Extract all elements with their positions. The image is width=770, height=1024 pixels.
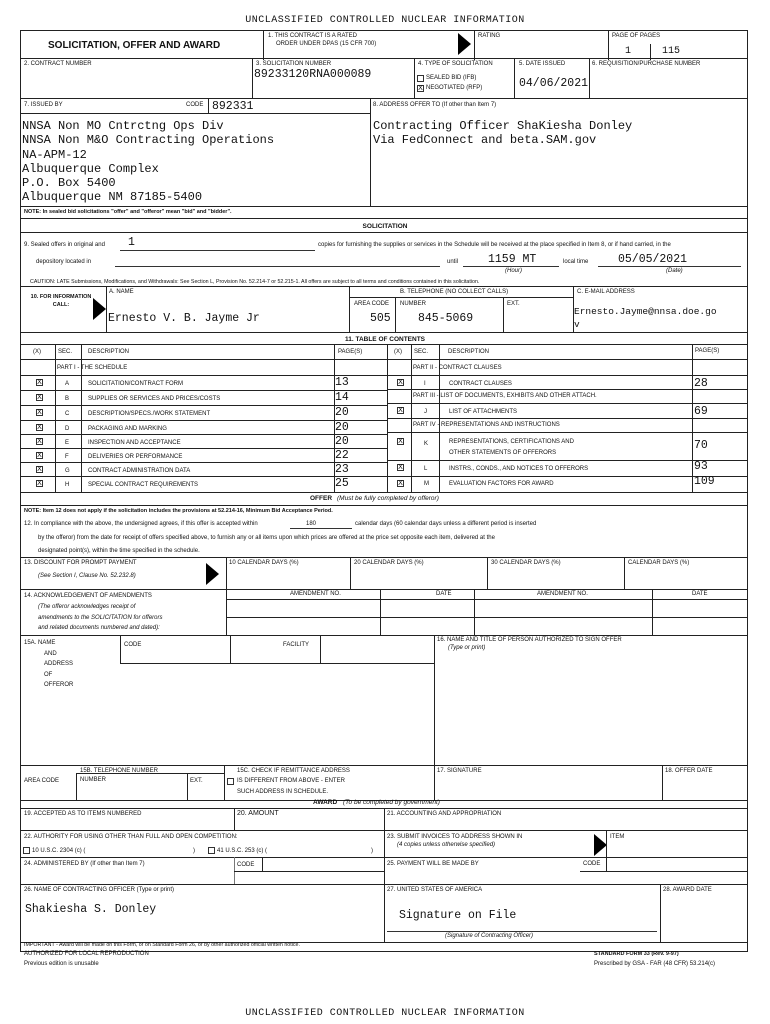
toc-sec: B <box>65 396 70 402</box>
offeror-name-label: 15A. NAME AND ADDRESS OF OFFEROR <box>24 640 74 688</box>
discount-arrow-icon <box>206 563 219 585</box>
form-title: SOLICITATION, OFFER AND AWARD <box>48 40 221 51</box>
address-offer-to: Contracting Officer ShaKiesha Donley Via FedConnect and beta.SAM.gov <box>373 119 633 148</box>
toc-page: 22 <box>335 449 349 462</box>
signature-on-file: Signature on File <box>399 909 517 922</box>
toc-page: 14 <box>335 391 349 404</box>
rating-label: RATING <box>478 33 501 39</box>
toc-checkbox-k: X <box>398 438 403 445</box>
closing-time: 1159 MT <box>488 253 537 266</box>
sealed-bid-checkbox[interactable] <box>417 75 424 82</box>
classification-banner-bottom: UNCLASSIFIED CONTROLLED NUCLEAR INFORMATION <box>245 1008 525 1019</box>
classification-banner-top: UNCLASSIFIED CONTROLLED NUCLEAR INFORMATION <box>245 15 525 26</box>
toc-checkbox-a: X <box>37 379 42 386</box>
toc-description: PACKAGING AND MARKING <box>88 426 167 432</box>
toc-checkbox-l: X <box>398 464 403 471</box>
toc-checkbox-f: X <box>37 452 42 459</box>
info-call-label: 10. FOR INFORMATION CALL: <box>30 294 92 308</box>
toc-checkbox-m: X <box>398 480 403 487</box>
info-arrow-icon <box>93 298 106 320</box>
toc-sec: F <box>65 454 69 460</box>
area-code: 505 <box>370 312 391 325</box>
usc-253-checkbox[interactable] <box>208 847 215 854</box>
toc-page: 20 <box>335 406 349 419</box>
toc-sec: A <box>65 381 70 387</box>
page-total: 115 <box>662 46 681 57</box>
toc-description: CONTRACT ADMINISTRATION DATA <box>88 468 191 474</box>
toc-checkbox-c: X <box>37 409 42 416</box>
toc-checkbox-h: X <box>37 480 42 487</box>
info-name: Ernesto V. B. Jayme Jr <box>108 312 260 325</box>
phone-number: 845-5069 <box>418 312 474 325</box>
toc-row-divider <box>20 390 387 391</box>
remittance-checkbox[interactable] <box>227 778 234 785</box>
solicitation-number: 89233120RNA000089 <box>254 68 372 81</box>
toc-row-divider <box>20 462 387 463</box>
solicitation-heading: SOLICITATION <box>362 223 408 230</box>
toc-row-divider <box>20 448 387 449</box>
toc-description: DESCRIPTION/SPECS./WORK STATEMENT <box>88 411 211 417</box>
toc-sec: E <box>65 440 70 446</box>
toc-sec: H <box>65 482 70 488</box>
page-number: 1 <box>625 46 632 57</box>
toc-description: SPECIAL CONTRACT REQUIREMENTS <box>88 482 199 488</box>
form-page: UNCLASSIFIED CONTROLLED NUCLEAR INFORMATION SOLICITATION, OFFER AND AWARD 1. THIS CONTRACT IS A RATED ORDER UNDER DPAS (15 CFR 700) RATING PAGE OF PAGES 1 115 2. CONTRACT NUMBER 3. SOLICITATION NUMBER 89233120RNA000089 4. TYPE OF SOLICITATION SEALED BID (IFB) X NEGOTIATED (RFP) 5. DATE ISSUED 04/06/2021 6. REQUISITION/PURCHASE NUMBER 7. ISSUED BY CODE 892331 8. ADDRESS OFFER TO (If other than Item 7) NNSA Non MO Cntrctng Ops Div NNSA Non M&O Contracting Operations NA-APM-12 Albuquerque Complex P.O. Box 5400 Albuquerque NM 87185-5400 Contracting Officer ShaKiesha Donley Via FedConnect and beta.SAM.gov NOTE: In sealed bid solicitations "offer" and "offeror" mean "bid" and "bidder". SOLICITATION 9. Sealed offers in original and 1 copies for furnishing the supplies or services in the Schedule will be received at the place specified in Item 8, or if hand carried, in the depository located in until 1159 MT local time 05/05/2021 (Hour) (Date) CAUTION: LATE Submissions, Modifications, and Withdrawals: See Section L, Provision No. 52.214-7 or 52.215-1. All offers are subject to all terms and conditions contained in this solicitation. 10. FOR INFORMATION CALL: A. NAME Ernesto V. B. Jayme Jr B. TELEPHONE (NO COLLECT CALLS) AREA CODE 505 NUMBER 845-5069 EXT. C. E-MAIL ADDRESS Ernesto.Jayme@nnsa.doe.go v 11. TABLE OF CONTENTS (X) SEC. DESCRIPTION PAGE(S) (X) SEC. DESCRIPTION PAGE(S) PART I - THE SCHEDULE PART II - CONTRACT CLAUSES X A SOLICITATION/CONTRACT FORM 13 X B SUPPLIES OR SERVICES AND PRICES/COSTS 14 X C DESCRIPTION/SPECS./WORK STATEMENT 20 X D PACKAGING AND MARKING 20 X E INSPECTION AND ACCEPTANCE 20 X F DELIVERIES OR PERFORMANCE 22 X G CONTRACT ADMINISTRATION DATA 23 X H SPECIAL CONTRACT REQUIREMENTS 25 X I CONTRACT CLAUSES 28 PART III - LIST OF DOCUMENTS, EXHIBITS AND OTHER ATTACH. X J LIST OF ATTACHMENTS 69 PART IV - REPRESENTATIONS AND INSTRUCTIONS X K REPRESENTATIONS, CERTIFICATIONS AND OTHER STATEMENTS OF OFFERORS 70 X L INSTRS., CONDS., AND NOTICES TO OFFERORS 93 X M EVALUATION FACTORS FOR AWARD 109 OFFER (Must be fully completed by offeror) NOTE: Item 12 does not apply if the solicitation includes the provisions at 52.214-16, Minimum Bid Acceptance Period. 12. In compliance with the above, the undersigned agrees, if this offer is accepted within 180 calendar days (60 calendar days unless a different period is inserted by the offeror) from the date for receipt of offers specified above, to furnish any or all items upon which prices are offered at the price set opposite each item, delivered at the designated point(s), within the time specified in the schedule. 13. DISCOUNT FOR PROMPT PAYMENT (See Section I, Clause No. 52.232.8) 10 CALENDAR DAYS (%) 20 CALENDAR DAYS (%) 30 CALENDAR DAYS (%) CALENDAR DAYS (%) 14. ACKNOWLEDGEMENT OF AMENDMENTS (The offeror acknowledges receipt of amendments to the SOLICITATION for offerors and related documents numbered and dated): AMENDMENT NO. DATE AMENDMENT NO. DATE 15A. NAME AND ADDRESS OF OFFEROR CODE FACILITY 16. NAME AND TITLE OF PERSON AUTHORIZED TO SIGN OFFER (Type or print) 15B. TELEPHONE NUMBER AREA CODE NUMBER EXT. 15C. CHECK IF REMITTANCE ADDRESS IS DIFFERENT FROM ABOVE - ENTER SUCH ADDRESS IN SCHEDULE. 17. SIGNATURE 18. OFFER DATE AWARD (To be completed by government) 19. ACCEPTED AS TO ITEMS NUMBERED 20. AMOUNT 21. ACCOUNTING AND APPROPRIATION 22. AUTHORITY FOR USING OTHER THAN FULL AND OPEN COMPETITION: 10 U.S.C. 2304 (c) ( ) 41 U.S.C. 253 (c) ( ) 23. SUBMIT INVOICES TO ADDRESS SHOWN IN (4 copies unless otherwise specified) ITEM 24. ADMINISTERED BY (If other than Item 7) CODE 25. PAYMENT WILL BE MADE BY CODE 26. NAME OF CONTRACTING OFFICER (Type or print) Shakiesha S. Donley 27. UNITED STATES OF AMERICA Signature on File (Signature of Contracting Officer) 28. AWARD DATE IMPORTANT - Award will be made on this Form, or on Standard Form 26, or by other authorized official written notice. AUTHORIZED FOR LOCAL REPRODUCTION Previous edition is unusable STANDARD FORM 33 (Rev. 9-97) Prescribed by GSA - FAR (48 CFR) 53.214(c) UNCLASSIFIED CONTROLLED NUCLEAR INFORMATION <box>0 0 770 1024</box>
rated-order-label: 1. THIS CONTRACT IS A RATED <box>268 33 358 39</box>
toc-row-divider <box>20 476 387 477</box>
toc-sec: G <box>65 468 70 474</box>
rating-arrow-icon <box>458 33 471 55</box>
email-address: Ernesto.Jayme@nnsa.doe.go v <box>574 306 717 330</box>
toc-page: 23 <box>335 463 349 476</box>
toc-description: SOLICITATION/CONTRACT FORM <box>88 381 184 387</box>
toc-page: 25 <box>335 477 349 490</box>
toc-page: 20 <box>335 421 349 434</box>
toc-checkbox-j: X <box>398 407 403 414</box>
issued-by-address: NNSA Non MO Cntrctng Ops Div NNSA Non M&O Contracting Operations NA-APM-12 Albuquerque Complex P.O. Box 5400 Albuquerque NM 87185-5400 <box>22 119 275 205</box>
issued-code: 892331 <box>212 100 254 113</box>
toc-checkbox-b: X <box>37 394 42 401</box>
toc-description: INSPECTION AND ACCEPTANCE <box>88 440 181 446</box>
offer-heading: OFFER <box>310 495 333 502</box>
toc-checkbox-i: X <box>398 379 403 386</box>
toc-sec: D <box>65 426 70 432</box>
usc-2304-checkbox[interactable] <box>23 847 30 854</box>
toc-description: SUPPLIES OR SERVICES AND PRICES/COSTS <box>88 396 221 402</box>
toc-checkbox-g: X <box>37 466 42 473</box>
page-of-pages-label: PAGE OF PAGES <box>612 33 661 39</box>
toc-sec: C <box>65 411 70 417</box>
toc-description: DELIVERIES OR PERFORMANCE <box>88 454 183 460</box>
toc-row-divider <box>20 434 387 435</box>
toc-page: 20 <box>335 435 349 448</box>
toc-checkbox-e: X <box>37 438 42 445</box>
toc-row-divider <box>20 420 387 421</box>
toc-page: 13 <box>335 376 349 389</box>
negotiated-checkbox[interactable]: X <box>418 85 423 92</box>
toc-checkbox-d: X <box>37 424 42 431</box>
closing-date: 05/05/2021 <box>618 253 688 266</box>
contract-number-label: 2. CONTRACT NUMBER <box>24 61 92 67</box>
date-issued: 04/06/2021 <box>519 77 589 90</box>
award-heading: AWARD <box>313 799 338 806</box>
toc-heading: 11. TABLE OF CONTENTS <box>344 336 426 343</box>
contracting-officer-name: Shakiesha S. Donley <box>25 903 157 916</box>
toc-row-divider <box>20 405 387 406</box>
